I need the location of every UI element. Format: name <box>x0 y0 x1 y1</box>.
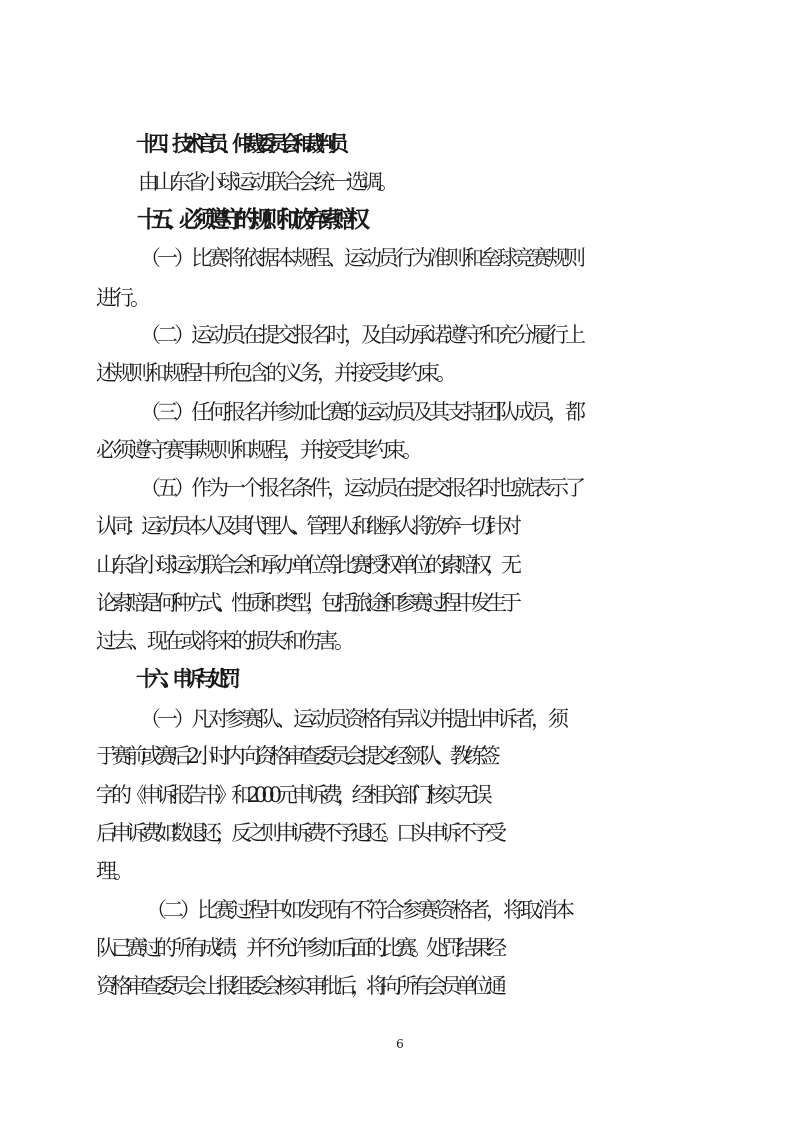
body-line: （三）任何报名并参加比赛的运动员及其支持团队成员，都 <box>140 400 582 424</box>
body-line: 山东省小球运动联合会和承办单位等比赛授权单位的索赔权，无 <box>96 553 516 577</box>
body-line: （五）作为一个报名条件，运动员在提交报名时也就表示了 <box>140 476 582 500</box>
body-line: 论索赔是何种方式、性质和类型，包括旅途和参赛过程中发生于 <box>96 591 516 615</box>
body-line: 资格审查委员会上报组委会核实审批后，将向所有会员单位通 <box>96 974 501 998</box>
section-heading-16: 十六、申诉与处罚 <box>136 667 232 691</box>
body-line: 字的《申诉报告书》和 2000 元申诉费，经相关部门核实无误 <box>96 783 487 807</box>
body-line: 述规则和规程中所包含的义务，并接受其约束。 <box>96 361 453 385</box>
body-line: 后申诉费如数退还，反之则申诉费不予退还。口头申诉不予受 <box>96 821 501 845</box>
body-line: （二）比赛过程中如发现有不符合参赛资格者，将取消本 <box>146 898 571 922</box>
body-line: 队已赛过的所有成绩，并不允许参加后面的比赛。处罚结果经 <box>96 936 501 960</box>
body-line: （二）运动员在提交报名时，及自动承诺遵守和充分履行上 <box>140 323 582 347</box>
body-line: （一）凡对参赛队、运动员资格有异议并提出申诉者，须 <box>140 707 565 731</box>
section-heading-15: 十五、必须遵守的规则和放弃索赔权 <box>137 207 361 233</box>
body-line: 认同：运动员本人及其代理人、管理人和继承人将放弃一切针对 <box>96 514 516 538</box>
page-number: 6 <box>396 1037 404 1051</box>
body-line: 过去、现在或将来的损失和伤害。 <box>96 629 351 653</box>
body-line: 进行。 <box>96 286 147 310</box>
section-heading-14: 十四、技术官员、仲裁委员会和裁判员 <box>136 132 340 156</box>
body-line: （一）比赛将依据本规程、运动员行为准则和垒球竞赛规则 <box>140 246 582 270</box>
body-line: 由山东省小球运动联合会统一选调。 <box>138 170 394 194</box>
body-line: 理。 <box>96 859 130 883</box>
body-line: 于赛前或赛后 2 小时内向资格审查委员会提交经领队、教练签 <box>96 744 495 768</box>
body-line: 必须遵守赛事规则和规程，并接受其约束。 <box>96 438 419 462</box>
